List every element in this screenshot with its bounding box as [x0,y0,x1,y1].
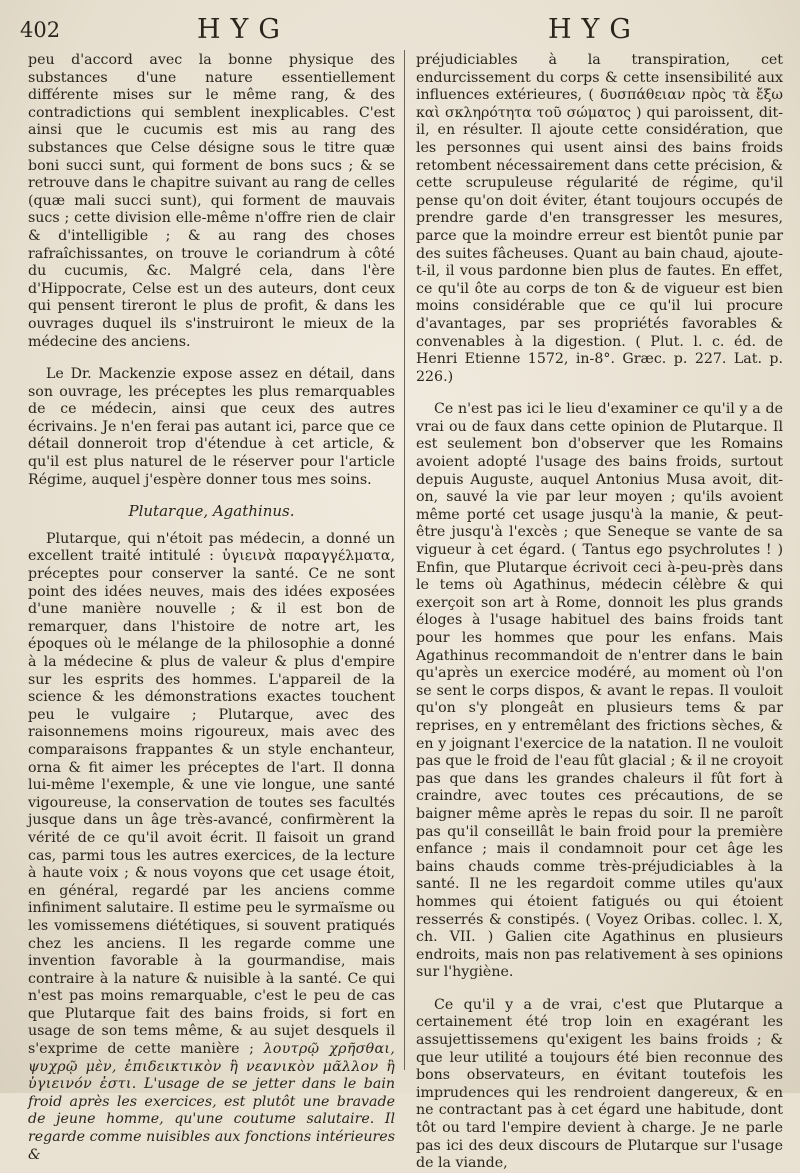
column-divider [404,50,405,1070]
left-column [28,52,395,1164]
section-heading: Plutarque, Agathinus. [128,502,295,521]
paragraph-conclusion: Ce qu'il y a de vrai, c'est que Plutarque a certainement été trop loin en exagérant les assujettissemens qu'exigent les bains froids ; & que leur utilité a toujours été bien reconnue des bons observateurs, en évitant toutefois les imprudences qui les rendroient dangereux, & en ne contractant pas à cet égard une habitude, dont tôt ou tard l'empire devient à charge. Je ne parle pas ici des deux discours de Plutarque sur l'usage de la viande, [416,996,783,1172]
paragraph-romains: Ce n'est pas ici le lieu d'examiner ce qu'il y a de vrai ou de faux dans cette opinion de Plutarque. Il est seulement bon d'observer que les Romains avoient adopté l'usage des bains froids, surtout depuis Auguste, auquel Antonius Musa avoit, dit-on, sauvé la vie par leur moyen ; qu'ils avoient même porté cet usage jusqu'à la manie, & peut-être jusqu'à l'excès ; que Seneque se vante de sa vigueur à cet égard. ( Tantus ego psychrolutes ! ) Enfin, que Plutarque écrivoit ceci à-peu-près dans le tems où Agathinus, médecin célèbre & qui exerçoit son art à Rome, donnoit les plus grands éloges à l'usage habituel des bains froids tant pour les hommes que pour les enfans. Mais Agathinus recommandoit de n'entrer dans le bain qu'après un exercice modéré, au moment où l'on se sent le corps dispos, & avant le repas. Il vouloit qu'on s'y plongeât en plusieurs tems & par reprises, en y entremêlant des frictions sèches, & en y joignant l'exercice de la natation. Il ne vouloit pas que le froid de l'eau fût glacial ; & il ne croyoit pas que dans les grandes chaleurs il fût fort à craindre, avec toutes ces précautions, de se baigner même après le repas du soir. Il ne paroît pas qu'il conseillât le bain froid pour la première enfance ; mais il condamnoit pour cet âge les bains chauds comme très-préjudiciables à la santé. Il ne les regardoit comme utiles qu'aux hommes qui étoient fatigués ou qui étoient resserrés & constipés. ( Voyez Oribas. collec. l. X, ch. VII. ) Galien cite Agathinus en plusieurs endroits, mais non pas relativement à ses opinions sur l'hygiène. [416,401,783,981]
paragraph-mackenzie: Le Dr. Mackenzie expose assez en détail, dans son ouvrage, les préceptes les plus remarquables de ce médecin, ainsi que ceux des autres écrivains. Je n'en ferai pas autant ici, parce que ce détail donneroit trop d'étendue à cet article, & qu'il est plus naturel de le réserver pour l'article Régime, auquel j'espère donner tous mes soins. [28,366,395,488]
paragraph-plutarque-text: Plutarque, qui n'étoit pas médecin, a donné un excellent traité intitulé : ὑγιεινὰ παραγγέλματα, préceptes pour conserver la santé. Ce ne sont point des idées neuves, mais des idées exposées d'une manière nouvelle ; & il est bon de remarquer, dans l'histoire de notre art, les époques où le mélange de la philosophie a donné à la médecine & plus de valeur & plus d'empire sur les esprits des hommes. L'appareil de la science & les démonstrations exactes touchent peu le vulgaire ; Plutarque, avec des raisonnemens moins rigoureux, mais avec des comparaisons frappantes & un style enchanteur, orna & fit aimer les préceptes de l'art. Il donna lui-même l'exemple, & une vie longue, une santé vigoureuse, la conservation de toutes ses facultés jusque dans un âge très-avancé, confirmèrent la vérité de ce qu'il avoit écrit. Il faisoit un grand cas, parmi tous les autres exercices, de la lecture à haute voix ; & nous voyons que cet usage étoit, en général, regardé par les anciens comme infiniment salutaire. Il estime peu le syrmaïsme ou les vomissemens diététiques, si souvent pratiqués chez les anciens. Il les regarde comme une invention favorable à la gourmandise, mais contraire à la nature & nuisible à la santé. Ce qui n'est pas moins remarquable, c'est le peu de cas que Plutarque fait des bains froids, si fort en usage de son tems même, & au sujet desquels il s'exprime de cette manière ; [28,530,395,1058]
page-header [0,14,800,46]
running-head-right: HYG [548,14,641,45]
running-head-left: HYG [197,14,290,45]
greek-quote: λουτρῷ χρῆσθαι, ψυχρῷ μὲν, ἐπιδεικτικὸν ἢ νεανικὸν μᾶλλον ἢ ὑγιεινόν ἐστι. [28,1041,396,1093]
page-number: 402 [20,18,61,42]
paragraph-plutarque-end: L'usage de se jetter dans le bain froid après les exercices, est plutôt une bravade de jeune homme, qu'une coutume salutaire. Il regarde comme nuisibles aux fonctions intérieures & [28,1076,395,1163]
paragraph-transpiration: préjudiciables à la transpiration, cet endurcissement du corps & cette insensibilité aux influences extérieures, ( δυσπάθειαν πρὸς τὰ ἔξω καὶ σκληρότητα τοῦ σώματος ) qui paroissent, dit-il, en résulter. Il ajoute cette considération, que les personnes qui usent ainsi des bains froids retombent nécessairement dans cette précision, & cette scrupuleuse régularité de régime, qu'il pense qu'on doit éviter, étant toujours occupés de prendre garde d'en transgresser les mesures, parce que la moindre erreur est bientôt punie par des suites fâcheuses. Quant au bain chaud, ajoute-t-il, il vous pardonne bien plus de fautes. En effet, ce qu'il ôte au corps de ton & de vigueur est bien moins considérable que ce qu'il lui procure d'avantages, par ses propriétés favorables & convenables à la digestion. ( Plut. l. c. éd. de Henri Etienne 1572, in-8°. Græc. p. 227. Lat. p. 226.) [416,52,783,385]
paragraph-plutarque [28,531,395,1164]
paragraph-celse: peu d'accord avec la bonne physique des substances d'une nature essentiellement différente mises sur le même rang, & des contradictions qui semblent inexplicables. C'est ainsi que le cucumis est mis au rang des substances que Celse désigne sous le titre quæ boni succi sunt, qui forment de bons sucs ; & se retrouve dans le chapitre suivant au rang de celles (quæ mali succi sunt), qui forment de mauvais sucs ; cette division elle-même n'offre rien de clair & d'intelligible ; & au rang des choses rafraîchissantes, on trouve le coriandrum à côté du cucumis, &c. Malgré cela, dans l'ère d'Hippocrate, Celse est un des auteurs, dont ceux qui pensent tireront le plus de profit, & dans les ouvrages duquel ils s'instruiront le mieux de la médecine des anciens. [28,52,395,350]
right-column [416,52,783,1173]
